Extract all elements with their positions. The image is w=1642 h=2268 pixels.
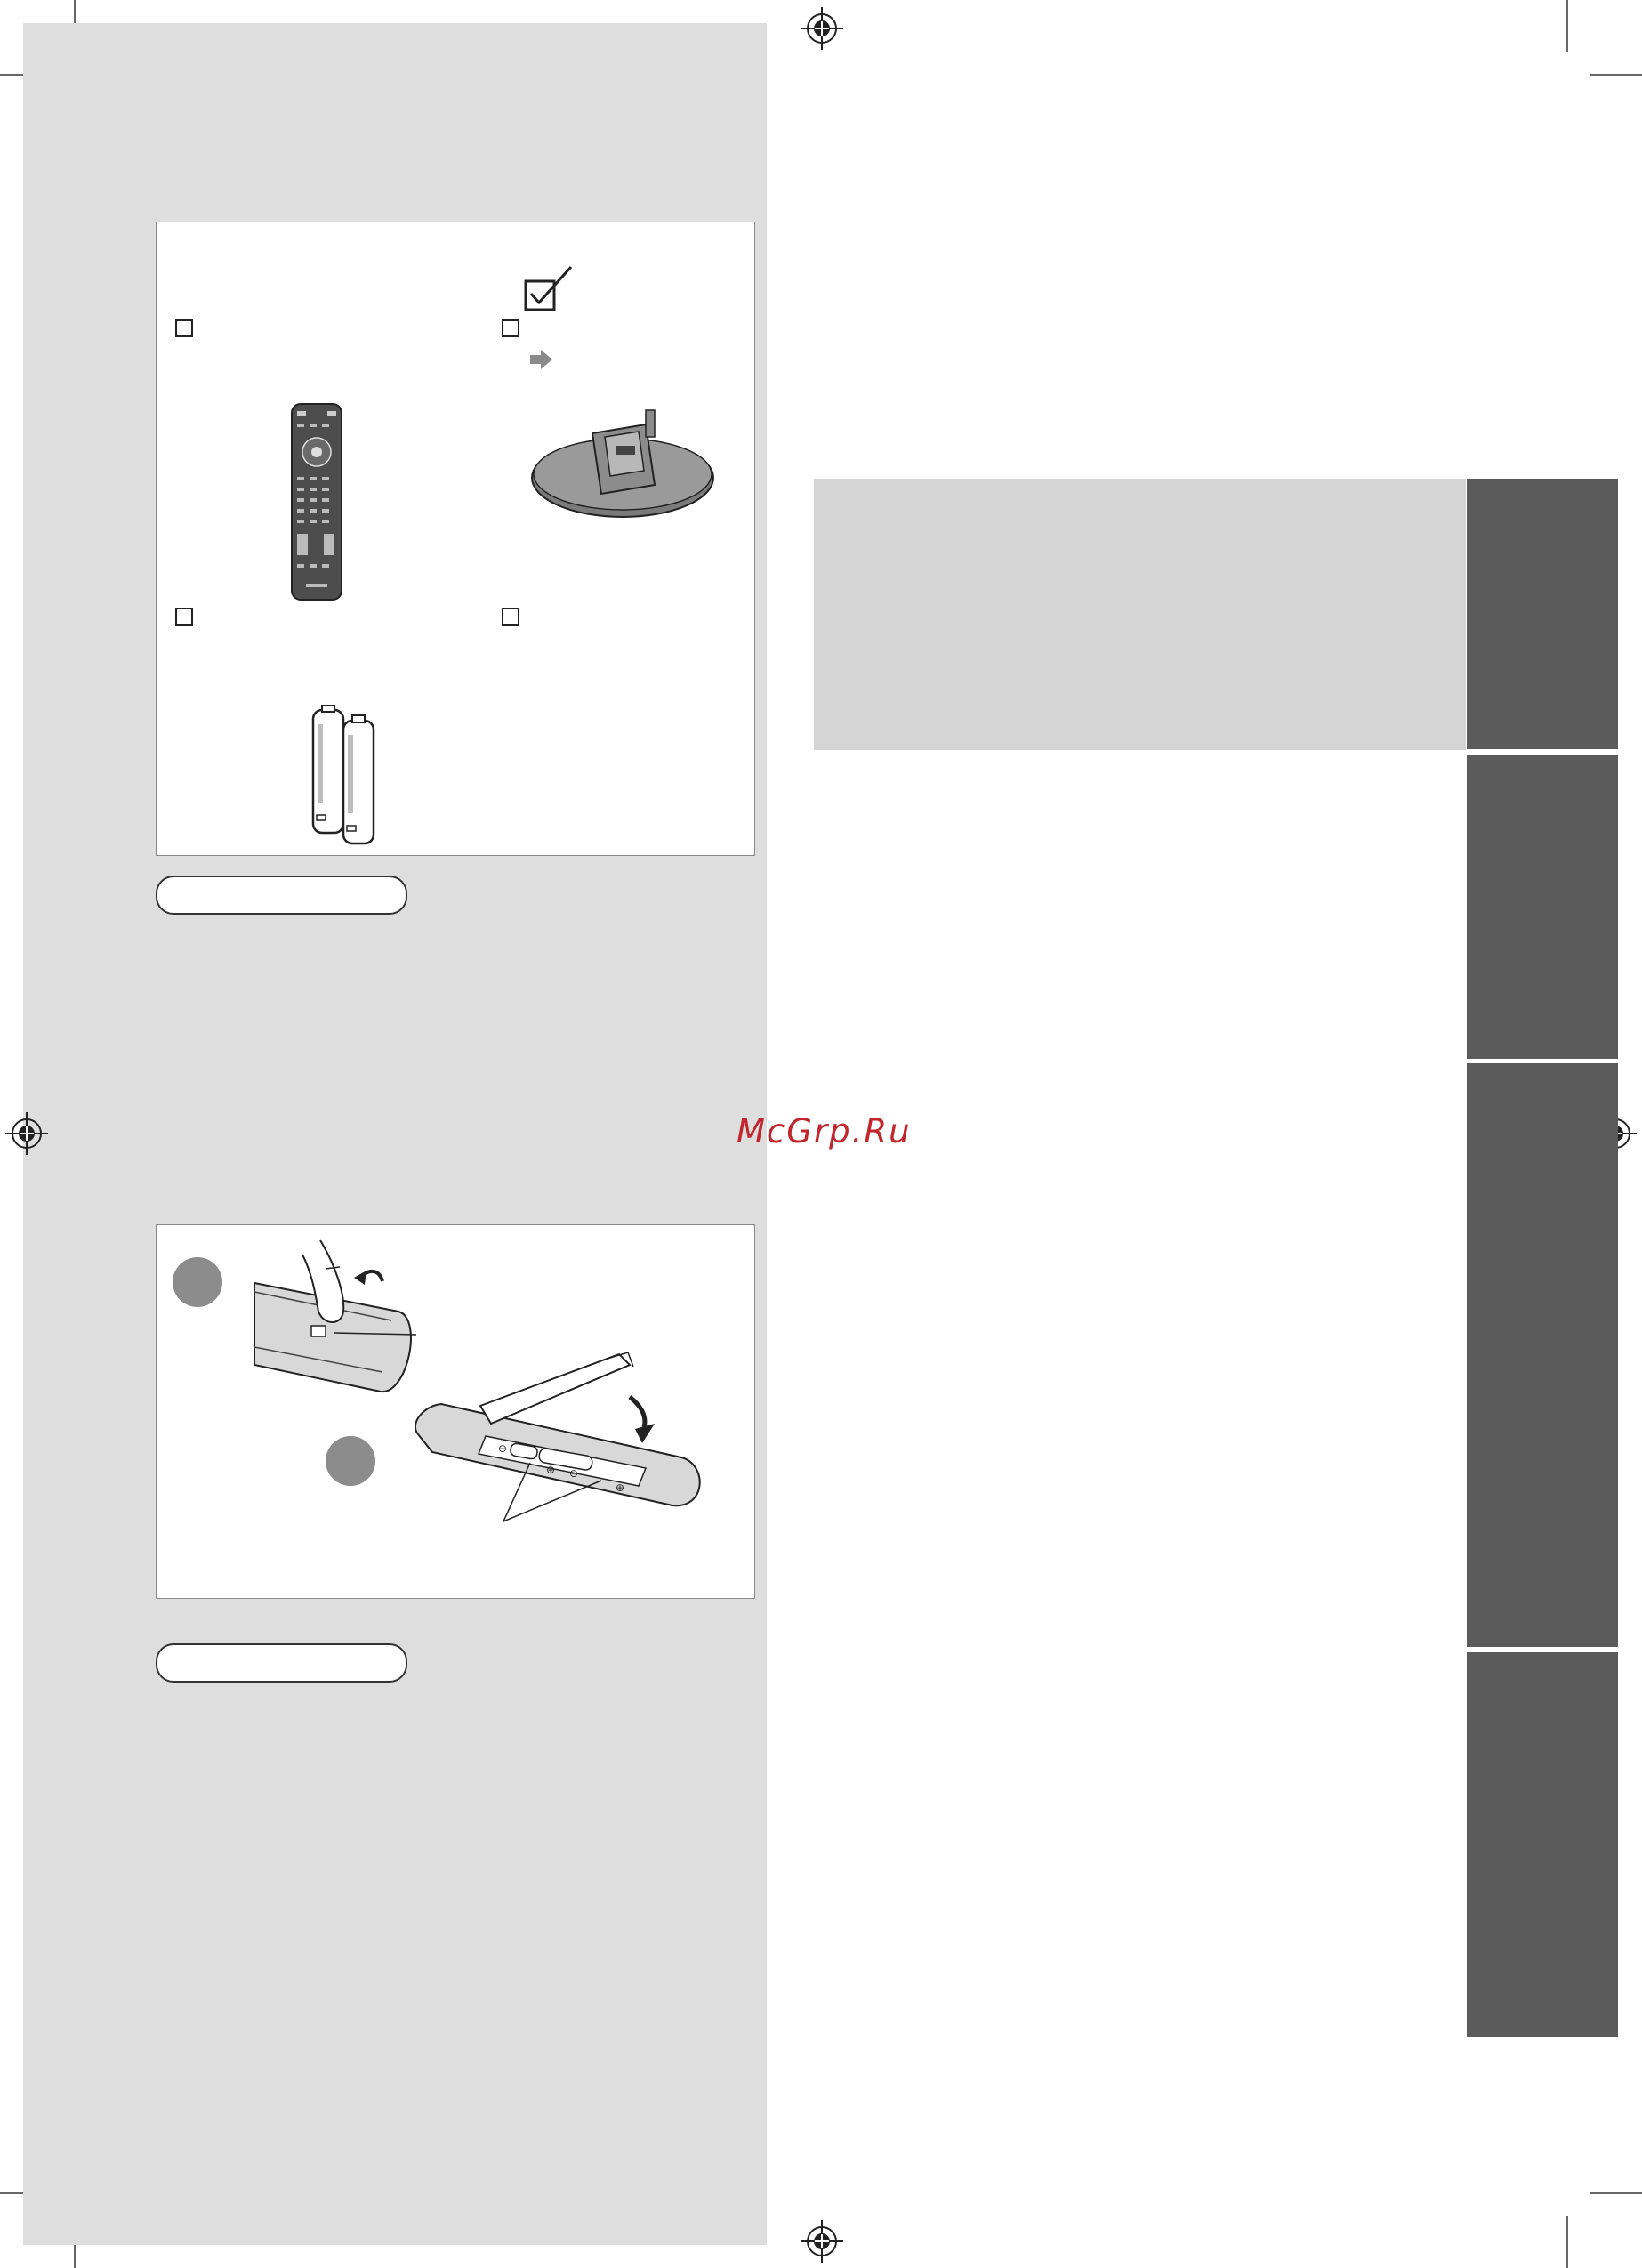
section-header-block — [814, 479, 1466, 750]
side-tab-4[interactable] — [1467, 1652, 1618, 2037]
svg-text:⊕: ⊕ — [546, 1464, 556, 1476]
checkbox-remote-control[interactable] — [175, 319, 193, 337]
registration-target-icon — [801, 7, 843, 50]
checkbox-batteries[interactable] — [175, 608, 193, 626]
side-tab-3[interactable] — [1467, 1063, 1618, 1647]
insert-batteries-illustration — [406, 1352, 708, 1548]
batteries-image — [310, 705, 377, 847]
svg-text:⊖: ⊖ — [569, 1467, 579, 1480]
remote-control-image — [285, 402, 349, 603]
section-heading-pill — [156, 876, 407, 915]
registration-target-icon — [5, 1112, 48, 1155]
step-circle-icon — [326, 1436, 375, 1486]
watermark-text: McGrp.Ru — [736, 1112, 912, 1150]
checkbox-pedestal[interactable] — [502, 319, 519, 337]
svg-text:⊖: ⊖ — [498, 1442, 508, 1455]
side-tab-2[interactable] — [1467, 755, 1618, 1059]
arrow-right-icon — [530, 350, 553, 369]
accessories-box — [156, 222, 755, 856]
side-tab-1[interactable] — [1467, 479, 1618, 749]
section-heading-pill — [156, 1643, 407, 1683]
pedestal-image — [530, 405, 715, 521]
svg-text:⊕: ⊕ — [616, 1481, 625, 1494]
checkmark-box-icon — [523, 265, 573, 315]
registration-target-icon — [801, 2220, 843, 2263]
checkbox-empty-slot[interactable] — [502, 608, 519, 626]
step-circle-icon — [173, 1257, 222, 1307]
